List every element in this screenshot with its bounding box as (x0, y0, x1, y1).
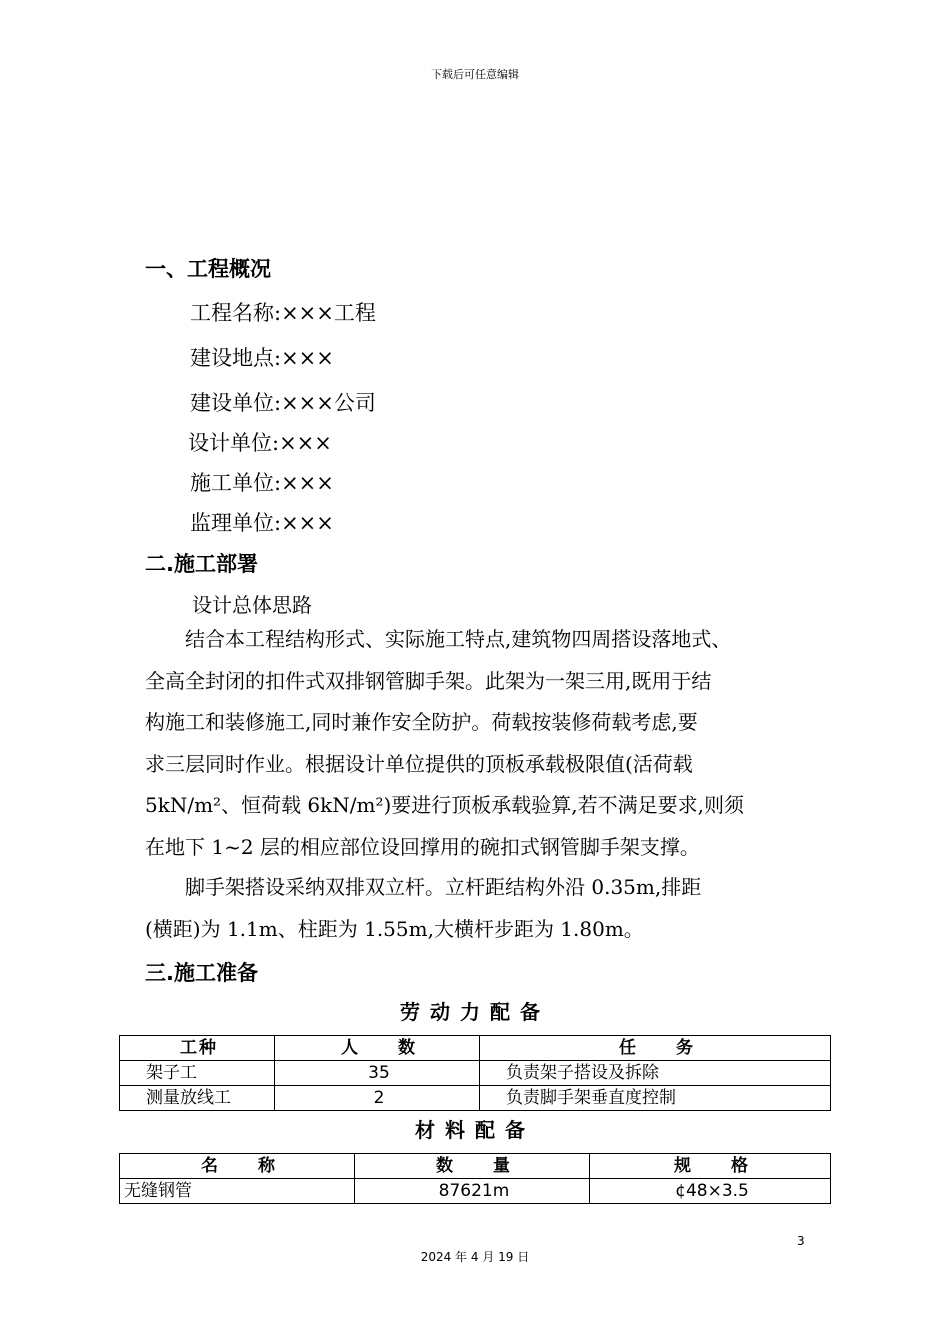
table-header-row (120, 1154, 831, 1179)
column-header: 规 格 (590, 1154, 831, 1179)
page-header: 下载后可任意编辑 (431, 68, 519, 81)
paragraph-line: 结合本工程结构形式、实际施工特点,建筑物四周搭设落地式、 (145, 627, 732, 651)
supervision-unit: 监理单位:××× (190, 511, 334, 535)
paragraph-line: 在地下 1~2 层的相应部位设回撑用的碗扣式钢管脚手架支撑。 (145, 834, 700, 859)
paragraph-line: 脚手架搭设采纳双排双立杆。立杆距结构外沿 0.35m,排距 (145, 875, 702, 899)
section-1-title: 一、工程概况 (145, 257, 271, 281)
scaffold-paragraph (145, 867, 815, 950)
table-header-row (120, 1036, 831, 1061)
table-cell: 2 (275, 1086, 480, 1111)
page-number: 3 (797, 1234, 805, 1248)
labor-table (119, 1035, 831, 1111)
table-row (120, 1086, 831, 1111)
column-header: 数 量 (355, 1154, 590, 1179)
table-cell: 35 (275, 1061, 480, 1086)
paragraph-line: 5kN/m²、恒荷载 6kN/m²)要进行顶板承载验算,若不满足要求,则须 (145, 793, 745, 817)
table-cell: 无缝钢管 (120, 1179, 355, 1204)
section-2-title: 二.施工部署 (145, 552, 258, 576)
build-location: 建设地点:××× (190, 346, 334, 370)
table-cell: ¢48×3.5 (590, 1179, 831, 1204)
footer-date: 2024 年 4 月 19 日 (420, 1250, 530, 1264)
design-paragraph (145, 619, 815, 868)
column-header: 名 称 (120, 1154, 355, 1179)
labor-table-title: 劳动力配备 (400, 1000, 550, 1024)
material-table (119, 1153, 831, 1204)
table-cell: 负责架子搭设及拆除 (480, 1061, 831, 1086)
section-2-subtitle: 设计总体思路 (192, 593, 312, 617)
table-cell: 负责脚手架垂直度控制 (480, 1086, 831, 1111)
construction-unit: 施工单位:××× (190, 471, 334, 495)
project-name: 工程名称:×××工程 (190, 301, 376, 325)
paragraph-line: 全高全封闭的扣件式双排钢管脚手架。此架为一架三用,既用于结 (145, 668, 712, 693)
paragraph-line: 求三层同时作业。根据设计单位提供的顶板承载极限值(活荷载 (145, 751, 693, 776)
section-3-title: 三.施工准备 (145, 961, 258, 985)
paragraph-line: 构施工和装修施工,同时兼作安全防护。荷载按装修荷载考虑,要 (145, 710, 698, 734)
owner-unit: 建设单位:×××公司 (190, 391, 376, 415)
table-cell: 架子工 (120, 1061, 275, 1086)
design-unit: 设计单位:××× (188, 431, 332, 455)
paragraph-line: (横距)为 1.1m、柱距为 1.55m,大横杆步距为 1.80m。 (145, 916, 644, 941)
column-header: 人 数 (275, 1036, 480, 1061)
table-row (120, 1179, 831, 1204)
table-cell: 87621m (355, 1179, 590, 1204)
column-header: 工种 (120, 1036, 275, 1061)
table-cell: 测量放线工 (120, 1086, 275, 1111)
material-table-title: 材料配备 (415, 1118, 535, 1142)
table-row (120, 1061, 831, 1086)
column-header: 任 务 (480, 1036, 831, 1061)
